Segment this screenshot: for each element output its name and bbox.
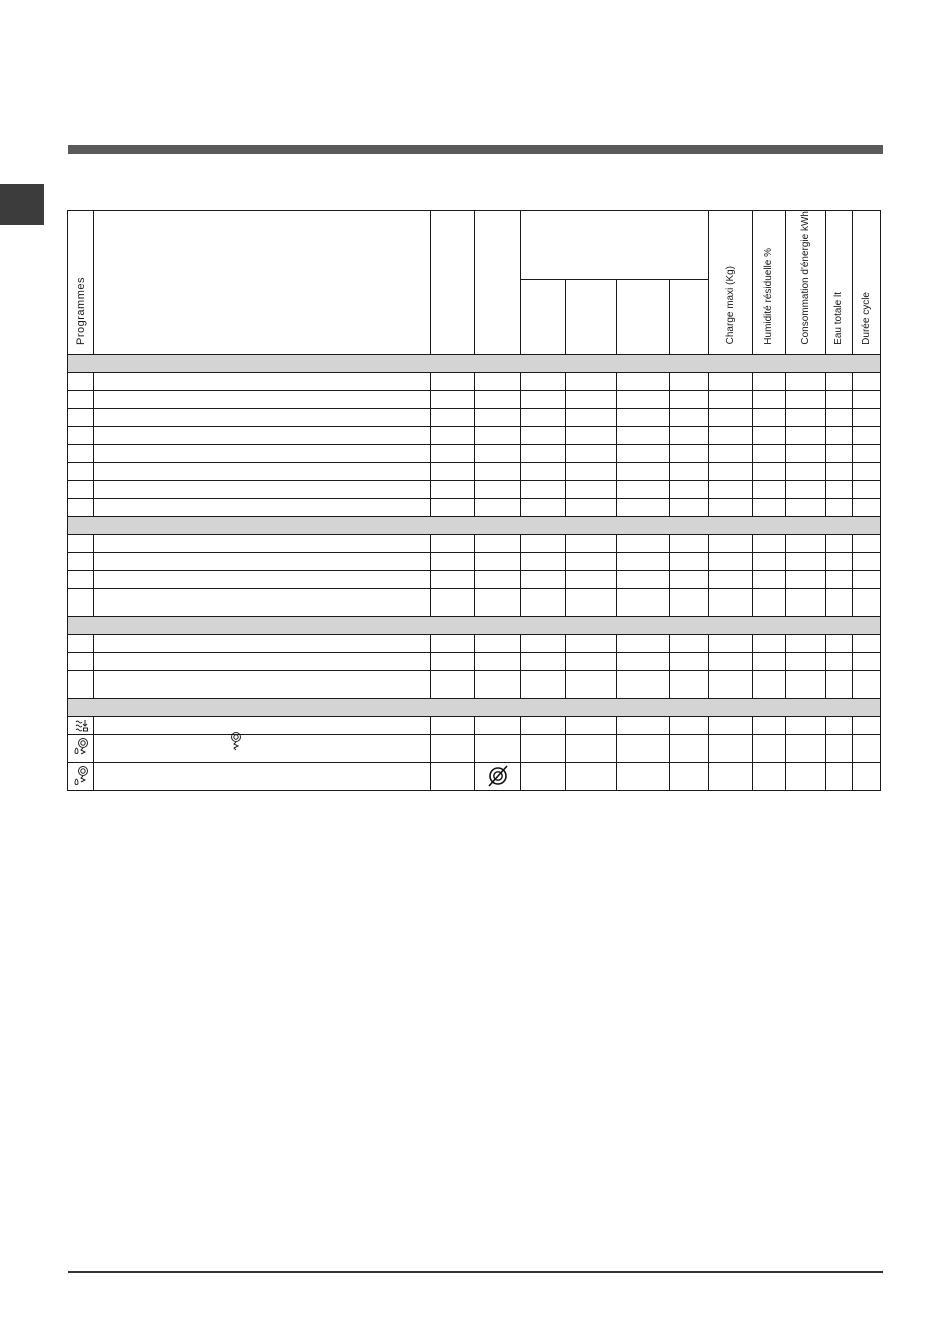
header-consommation-label: Consommation d'énergie kWh: [799, 211, 811, 345]
table-row: [68, 444, 881, 462]
spin-drain-icon: [68, 734, 94, 762]
table-row: [68, 390, 881, 408]
header-description: [94, 211, 431, 355]
rinse-spin-icon: [68, 716, 94, 734]
header-charge-maxi: [709, 211, 753, 355]
table-row: [68, 588, 881, 616]
table-row: [68, 570, 881, 588]
section-row: [68, 616, 881, 634]
header-col-3: [431, 211, 475, 355]
table-row: [68, 372, 881, 390]
spin-symbol-icon: [228, 731, 244, 753]
header-programmes-label: Programmes: [74, 276, 87, 345]
header-group: [521, 211, 709, 280]
section-row: [68, 516, 881, 534]
header-consommation: [786, 211, 826, 355]
programmes-table: [67, 210, 881, 791]
table-row: [68, 670, 881, 698]
table-row: [68, 652, 881, 670]
table-row: [68, 498, 881, 516]
bottom-rule: [68, 1271, 883, 1273]
language-tab: [0, 184, 44, 225]
header-sub-4: [670, 280, 709, 355]
section-row: [68, 698, 881, 716]
header-sub-3: [617, 280, 670, 355]
header-humidite: [753, 211, 786, 355]
table-row: [68, 762, 881, 790]
header-duree-cycle-label: Durée cycle: [860, 291, 872, 345]
drain-only-icon: [68, 762, 94, 790]
header-eau-totale-label: Eau totale lt: [833, 291, 844, 345]
header-programmes: [68, 211, 94, 355]
header-sub-2: [566, 280, 617, 355]
header-sub-1: [521, 280, 566, 355]
table-row: [68, 426, 881, 444]
top-title-bar: [68, 145, 883, 154]
header-charge-maxi-label: Charge maxi (Kg): [724, 266, 736, 345]
table-row: [68, 534, 881, 552]
table-row: [68, 462, 881, 480]
table-row: [68, 552, 881, 570]
header-humidite-label: Humidité résiduelle %: [763, 247, 774, 345]
table-row: [68, 716, 881, 734]
table-row: [68, 480, 881, 498]
header-col-4: [475, 211, 521, 355]
header-duree-cycle: [853, 211, 881, 355]
section-row: [68, 354, 881, 372]
no-spin-icon: [475, 762, 521, 790]
header-eau-totale: [826, 211, 853, 355]
table-row: [68, 734, 881, 762]
table-row: [68, 408, 881, 426]
table-row: [68, 634, 881, 652]
